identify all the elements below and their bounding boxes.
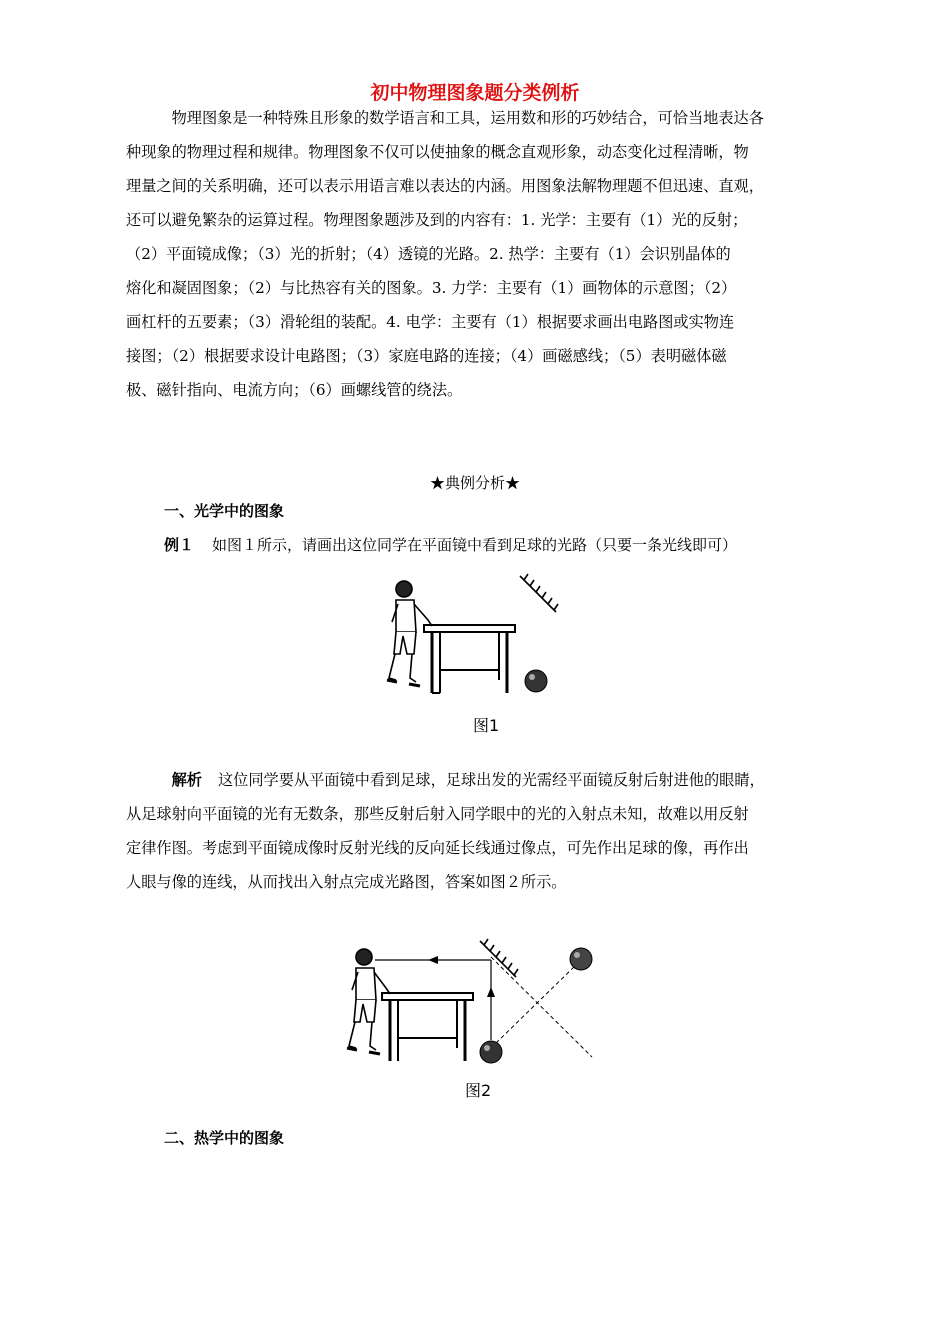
plane-mirror <box>520 574 558 612</box>
section-heading-thermal: 二、热学中的图象 <box>164 1129 285 1147</box>
figure-1-caption: 图1 <box>473 716 500 735</box>
football <box>525 670 547 692</box>
table <box>424 625 515 693</box>
example-text: 如图１所示，请画出这位同学在平面镜中看到足球的光路（只要一条光线即可） <box>212 536 738 554</box>
football <box>480 1041 502 1063</box>
intro-line: 种现象的物理过程和规律。物理图象不仅可以使抽象的概念直观形象，动态变化过程清晰，物 <box>126 143 749 161</box>
intro-line: 物理图象是一种特殊且形象的数学语言和工具，运用数和形的巧妙结合，可恰当地表达各 <box>126 109 764 127</box>
football-image <box>570 948 592 970</box>
analysis-line: 从足球射向平面镜的光有无数条，那些反射后射入同学眼中的光的入射点未知，故难以用反射 <box>126 805 749 823</box>
table <box>382 993 473 1061</box>
student-figure <box>387 581 432 686</box>
figure-2-illustration <box>330 935 620 1075</box>
analysis-label: 解析 <box>171 771 202 789</box>
intro-line: 接图；（2）根据要求设计电路图；（3）家庭电路的连接；（4）画磁感线；（5）表明磁体磁 <box>126 347 727 365</box>
plane-mirror <box>480 939 518 977</box>
analysis-paragraph <box>126 763 826 899</box>
page-title: 初中物理图象题分类例析 <box>370 82 580 104</box>
figure-1-illustration <box>370 570 570 700</box>
analysis-line: 定律作图。考虑到平面镜成像时反射光线的反向延长线通过像点，可先作出足球的像，再作出 <box>126 839 749 857</box>
figure-2-caption: 图2 <box>465 1081 492 1100</box>
section-heading-optics: 一、光学中的图象 <box>164 502 285 520</box>
student-figure <box>347 949 390 1054</box>
intro-paragraph <box>126 101 826 407</box>
arrow-icon <box>428 956 438 964</box>
example-1 <box>164 534 737 555</box>
intro-line: （2）平面镜成像；（3）光的折射；（4）透镜的光路。2. 热学：主要有（1）会识别晶体的 <box>126 245 731 263</box>
intro-line: 极、磁针指向、电流方向；（6）画螺线管的绕法。 <box>126 381 463 399</box>
intro-line: 熔化和凝固图象；（2）与比热容有关的图象。3. 力学：主要有（1）画物体的示意图；（2） <box>126 279 737 297</box>
dashed-line <box>491 957 592 1057</box>
example-label: 例１ <box>164 536 195 554</box>
analysis-line: 解析 这位同学要从平面镜中看到足球，足球出发的光需经平面镜反射后射进他的眼睛， <box>171 771 765 789</box>
analysis-line: 人眼与像的连线，从而找出入射点完成光路图，答案如图２所示。 <box>126 873 567 891</box>
intro-line: 画杠杆的五要素；（3）滑轮组的装配。4. 电学：主要有（1）根据要求画出电路图或实物连 <box>126 313 735 331</box>
arrow-icon <box>487 987 495 997</box>
intro-line: 还可以避免繁杂的运算过程。物理图象题涉及到的内容有：1. 光学：主要有（1）光的反射； <box>126 211 748 229</box>
typical-examples-heading: ★典例分析★ <box>429 474 520 492</box>
dashed-line <box>496 965 576 1043</box>
intro-line: 理量之间的关系明确，还可以表示用语言难以表达的内涵。用图象法解物理题不但迅速、直观， <box>126 177 764 195</box>
